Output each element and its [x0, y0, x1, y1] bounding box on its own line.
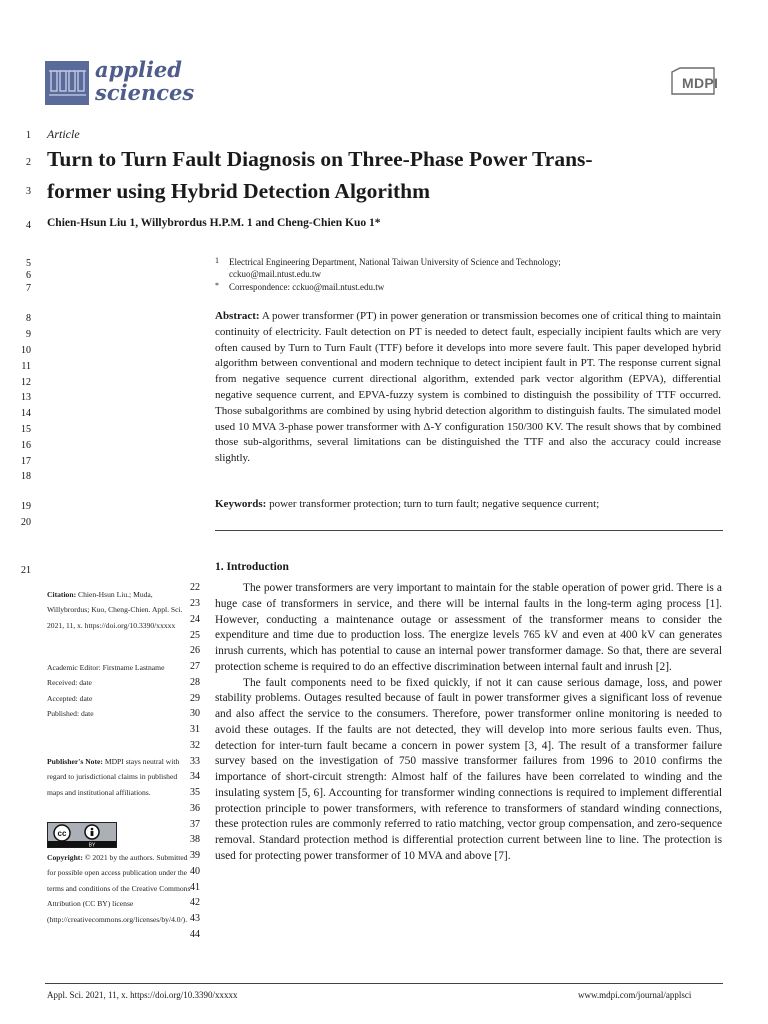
- affiliations: [229, 256, 729, 293]
- footer-journal-link[interactable]: www.mdpi.com/journal/applsci: [578, 990, 692, 1000]
- journal-name-line2: sciences: [95, 80, 195, 105]
- journal-name-line1: applied: [95, 57, 182, 82]
- copyright-label: Copyright:: [47, 853, 83, 862]
- line-number: 43: [190, 913, 200, 924]
- cc-by-license-icon[interactable]: [47, 822, 117, 848]
- line-number: 13: [21, 392, 31, 403]
- line-number: 28: [190, 677, 200, 688]
- correspondence-marker: *: [215, 281, 219, 290]
- paragraph: The fault components need to be fixed quickly, if not it can cause serious damage, loss, and power stability problems. Outages resulted because of fault in power transformer gives a significant loss of revenue and also affect the service to the consumers. Therefore, power transformer online monitoring is needed to avoid these outages. If the faults are not detected, they will develop into more serious faults even. Thus, detection for inter-turn fault became a concern in power system [3, 4]. The result of a transformer failure survey based on the investigation of 750 massive transformer failures from 1996 to 2010 confirms the importance of short-circuit strength: Almost half of the failures have been correlated to winding and the insulating system [5, 6]. Accounting for transformer winding connections is required to implement differential protection principle to power transformers, with reference to transformers of standard winding connections, these protection rules are commonly referred to ratio matching, vector group compensation, and zero-sequence removal. Standard protection method is differential protection current between line to line. The protection is used for protecting power transformer of 10 MVA and above [7].: [215, 676, 722, 862]
- line-number: 44: [190, 929, 200, 940]
- line-number: 41: [190, 882, 200, 893]
- footer-divider: [45, 983, 723, 984]
- abstract-text: A power transformer (PT) in power generation or transmission becomes one of critical thing to maintain continuity of electricity. Fault detection on PT is needed to detect fault, especially incipient faults which are very often caused by Turn to Turn Fault (TTF) before it develops into more severe fault. This paper developed hybrid algorithm between conventional and modern technique to detect incipient fault in PT. The response current signal from negative sequence current directional algorithm, extended park vector algorithm (EPVA), differential negative sequence current, and EPVA-fuzzy system is combined to distinguish the possibility of TTF occurred. Those subalgorithms are combined by using hybrid detection algorithm to distinguish faults. The simulated model used 10 MVA 3-phase power transformer with Δ-Y configuration 150/300 KV. The result shows that by combined those sub-algorithms, several limitations can be distinguished the TTF and also the accuracy could increase slightly.: [215, 310, 722, 465]
- keywords: [215, 498, 721, 510]
- line-number: 39: [190, 850, 200, 861]
- keywords-label: Keywords:: [215, 498, 267, 510]
- publisher-note-text: MDPI stays neutral with regard to jurisdictional claims in published maps and institutional affiliations.: [47, 757, 180, 797]
- line-number: 37: [190, 819, 200, 830]
- affiliation-email: cckuo@mail.ntust.edu.tw: [229, 269, 322, 280]
- line-number: 3: [26, 186, 31, 197]
- line-number: 12: [21, 377, 31, 388]
- section-body: [215, 581, 722, 865]
- line-number: 9: [26, 329, 31, 340]
- affiliation-line: Electrical Engineering Department, National Taiwan University of Science and Technology;: [229, 257, 561, 267]
- divider: [215, 530, 723, 531]
- line-number: 1: [26, 130, 31, 141]
- line-number: 23: [190, 598, 200, 609]
- line-number: 15: [21, 424, 31, 435]
- line-number: 17: [21, 456, 31, 467]
- citation-text: Chien-Hsun Liu.; Muda, Willybrordus; Kuo, Cheng-Chien. Appl. Sci. 2021, 11, x. https://doi.org/10.3390/xxxxx: [47, 590, 183, 630]
- journal-name: [95, 58, 194, 104]
- copyright-text: © 2021 by the authors. Submitted for possible open access publication under the terms and conditions of the Creative Commons Attribution (CC BY) license (http://creativecommons.org/licenses/by/4.0/).: [47, 853, 191, 924]
- line-number: 34: [190, 771, 200, 782]
- line-number: 4: [26, 220, 31, 231]
- correspondence: Correspondence: cckuo@mail.ntust.edu.tw: [229, 281, 385, 292]
- line-number: 27: [190, 661, 200, 672]
- paragraph: The power transformers are very important to maintain for the stable operation of power grid. There is a huge case of transformers in service, and there will be internal faults in the long-term aging process [1]. However, conducting a maintenance outage or assessment of the transformer means to consider the expenditure and time due to production loss. The energize levels 765 kV and even at 400 kV can generates inrush currents, which has potential to cause an internal power transformer damage. So that, there are several protection scheme is required to do an effective discrimination between internal fault and inrush [2].: [215, 582, 722, 673]
- paper-title: [47, 143, 707, 207]
- line-number: 33: [190, 756, 200, 767]
- line-number: 31: [190, 724, 200, 735]
- received-date: Received: date: [47, 678, 92, 688]
- title-line-1: Turn to Turn Fault Diagnosis on Three-Phase Power Trans-: [47, 147, 593, 171]
- line-number: 32: [190, 740, 200, 751]
- affiliation-marker: 1: [215, 256, 219, 265]
- line-number: 18: [21, 471, 31, 482]
- line-number: 8: [26, 313, 31, 324]
- accepted-date: Accepted: date: [47, 693, 93, 703]
- published-date: Published: date: [47, 709, 94, 719]
- line-number: 29: [190, 693, 200, 704]
- line-number: 11: [21, 361, 31, 372]
- citation-block: [47, 587, 195, 633]
- line-number: 38: [190, 834, 200, 845]
- line-number: 25: [190, 630, 200, 641]
- line-number: 2: [26, 157, 31, 168]
- line-number: 40: [190, 866, 200, 877]
- line-number: 6: [26, 270, 31, 281]
- svg-text:cc: cc: [57, 829, 67, 838]
- line-number: 22: [190, 582, 200, 593]
- line-number: 10: [21, 345, 31, 356]
- line-number: 21: [21, 565, 31, 576]
- footer-citation: Appl. Sci. 2021, 11, x. https://doi.org/10.3390/xxxxx: [47, 990, 238, 1000]
- citation-label: Citation:: [47, 590, 77, 599]
- publisher-note: [47, 754, 195, 800]
- journal-logo-icon: [45, 61, 89, 105]
- author-list: Chien-Hsun Liu 1, Willybrordus H.P.M. 1 and Cheng-Chien Kuo 1*: [47, 217, 381, 229]
- line-number: 35: [190, 787, 200, 798]
- svg-text:BY: BY: [88, 842, 96, 848]
- title-line-2: former using Hybrid Detection Algorithm: [47, 179, 430, 203]
- line-number: 26: [190, 645, 200, 656]
- article-type: Article: [47, 127, 80, 141]
- line-number: 30: [190, 708, 200, 719]
- line-number: 24: [190, 614, 200, 625]
- line-number: 42: [190, 897, 200, 908]
- publisher-note-label: Publisher's Note:: [47, 757, 103, 766]
- publisher-name: MDPI: [682, 75, 719, 91]
- line-number: 5: [26, 258, 31, 269]
- line-number: 7: [26, 283, 31, 294]
- line-number: 19: [21, 501, 31, 512]
- abstract-label: Abstract:: [215, 310, 260, 322]
- editorial-info: [47, 660, 195, 722]
- keywords-text: power transformer protection; turn to turn fault; negative sequence current;: [269, 498, 600, 510]
- abstract: [215, 309, 721, 467]
- line-number: 20: [21, 517, 31, 528]
- section-heading: 1. Introduction: [215, 561, 289, 573]
- academic-editor: Academic Editor: Firstname Lastname: [47, 663, 165, 672]
- line-number: 36: [190, 803, 200, 814]
- line-number: 14: [21, 408, 31, 419]
- copyright-block: [47, 850, 195, 927]
- line-number: 16: [21, 440, 31, 451]
